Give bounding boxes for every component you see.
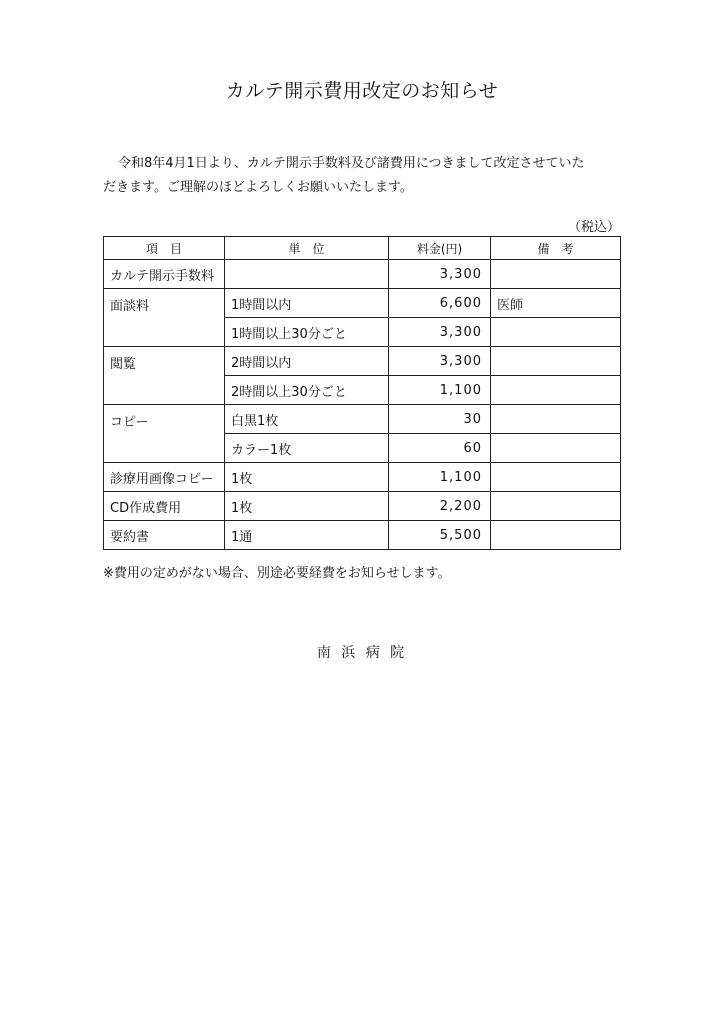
footnote: ※費用の定めがない場合、別途必要経費をお知らせします。: [103, 566, 451, 581]
fee-cell: 5,500: [389, 521, 491, 550]
table-row: [104, 289, 621, 318]
remarks-cell: [491, 260, 621, 289]
intro-paragraph: [103, 152, 623, 200]
remarks-cell: [491, 434, 621, 463]
fee-cell: 6,600: [389, 289, 491, 318]
hospital-name: 南 浜 病 院: [316, 645, 408, 661]
fee-cell: 3,300: [389, 318, 491, 347]
tax-included-note: （税込）: [567, 220, 620, 235]
item-cell: コピー: [104, 405, 225, 463]
header-fee: 料金(円): [389, 237, 491, 260]
remarks-cell: 医師: [491, 289, 621, 318]
fee-cell: 3,300: [389, 260, 491, 289]
remarks-cell: [491, 521, 621, 550]
unit-cell: 1通: [225, 521, 389, 550]
remarks-cell: [491, 492, 621, 521]
page-title: カルテ開示費用改定のお知らせ: [225, 80, 499, 102]
unit-cell: 1時間以内: [225, 289, 389, 318]
remarks-cell: [491, 405, 621, 434]
fee-cell: 30: [389, 405, 491, 434]
remarks-cell: [491, 376, 621, 405]
item-cell: 閲覧: [104, 347, 225, 405]
remarks-cell: [491, 463, 621, 492]
fee-table: [103, 236, 621, 550]
header-remarks: 備 考: [491, 237, 621, 260]
remarks-cell: [491, 347, 621, 376]
unit-cell: 白黒1枚: [225, 405, 389, 434]
item-cell: カルテ開示手数料: [104, 260, 225, 289]
unit-cell: 1時間以上30分ごと: [225, 318, 389, 347]
unit-cell: 1枚: [225, 492, 389, 521]
table-header-row: [104, 237, 621, 260]
unit-cell: 2時間以内: [225, 347, 389, 376]
remarks-cell: [491, 318, 621, 347]
fee-cell: 3,300: [389, 347, 491, 376]
intro-line-2: だきます。ご理解のほどよろしくお願いいたします。: [103, 180, 413, 195]
table-row: [104, 405, 621, 434]
table-row: [104, 521, 621, 550]
fee-cell: 1,100: [389, 376, 491, 405]
table-row: [104, 463, 621, 492]
unit-cell: カラー1枚: [225, 434, 389, 463]
item-cell: 面談料: [104, 289, 225, 347]
fee-cell: 1,100: [389, 463, 491, 492]
item-cell: 要約書: [104, 521, 225, 550]
table-row: [104, 492, 621, 521]
unit-cell: 2時間以上30分ごと: [225, 376, 389, 405]
table-row: [104, 260, 621, 289]
header-item: 項 目: [104, 237, 225, 260]
unit-cell: 1枚: [225, 463, 389, 492]
unit-cell: [225, 260, 389, 289]
header-unit: 単 位: [225, 237, 389, 260]
intro-line-1: 令和8年4月1日より、カルテ開示手数料及び諸費用につきまして改定させていた: [118, 156, 585, 171]
fee-cell: 60: [389, 434, 491, 463]
item-cell: CD作成費用: [104, 492, 225, 521]
table-row: [104, 347, 621, 376]
item-cell: 診療用画像コピー: [104, 463, 225, 492]
fee-cell: 2,200: [389, 492, 491, 521]
